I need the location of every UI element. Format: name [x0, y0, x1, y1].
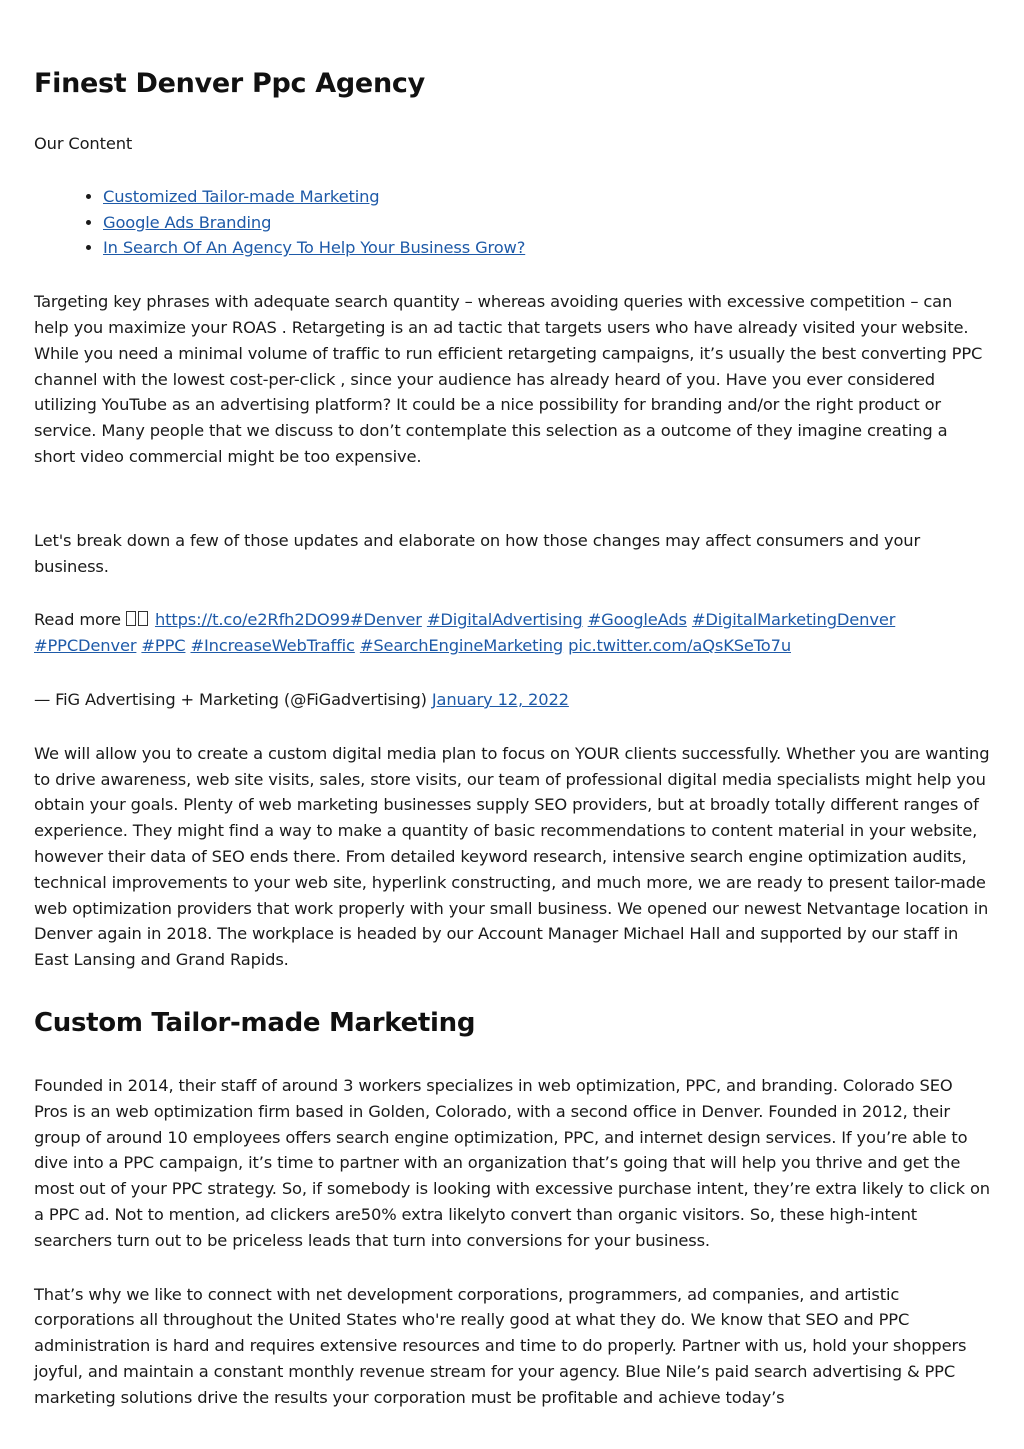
paragraph-founded: Founded in 2014, their staff of around 3 workers specializes in web optimization, PPC, and branding. Colorado SEO Pros is an web optimization firm based in Golden, Colorado, with a second office in Denver. Founded in 2012, their group of around 10 employees offers search engine optimization, PPC, and internet design services. If you’re able to dive into a PPC campaign, it’s time to partner with an organization that’s going that will help you thrive and get the most out of your PPC strategy. So, if somebody is looking with excessive purchase intent, they’re extra likely to click on a PPC ad. Not to mention, ad clickers are50% extra likelyto convert than organic visitors. So, these high-intent searchers turn out to be priceless leads that turn into conversions for your business. [34, 1075, 990, 1250]
tweet-link-url: https://t.co/e2Rfh2DO99 [154, 610, 351, 630]
list-item [103, 184, 990, 210]
hashtag-digital-marketing-denver[interactable]: #DigitalMarketingDenver [691, 610, 896, 630]
emoji-placeholder-icon [138, 611, 148, 626]
toc-link-agency-search[interactable]: In Search Of An Agency To Help Your Business Grow? [103, 238, 526, 258]
paragraph-updates: Let's break down a few of those updates and elaborate on how those changes may affect consumers and your business. [34, 530, 921, 576]
tweet-author: — FiG Advertising + Marketing (@FiGadvertising) [34, 689, 427, 709]
toc-link-customized-marketing[interactable]: Customized Tailor-made Marketing [103, 186, 380, 206]
hashtag-ppc-denver[interactable]: #PPCDenver [34, 636, 137, 656]
table-of-contents [34, 184, 990, 261]
hashtag-denver: #Denver [350, 610, 422, 630]
toc-label: Our Content [34, 134, 133, 153]
toc-link-google-ads-branding[interactable]: Google Ads Branding [103, 212, 272, 232]
hashtag-search-engine-marketing[interactable]: #SearchEngineMarketing [359, 636, 564, 656]
section-heading: Custom Tailor-made Marketing [34, 1007, 476, 1038]
paragraph-intro: Targeting key phrases with adequate search quantity – whereas avoiding queries with excessive competition – can help you maximize your ROAS . Retargeting is an ad tactic that targets users who have already visited your website. While you need a minimal volume of traffic to run efficient retargeting campaigns, it’s usually the best converting PPC channel with the lowest cost-per-click , since your audience has already heard of you. Have you ever considered utilizing YouTube as an advertising platform? It could be a nice possibility for branding and/or the right product or service. Many people that we discuss to don’t contemplate this selection as a outcome of they imagine creating a short video commercial might be too expensive. [34, 292, 983, 466]
list-item [103, 235, 990, 261]
tweet-date-link[interactable]: January 12, 2022 [431, 689, 569, 709]
paragraph-partners: That’s why we like to connect with net development corporations, programmers, ad companies, and artistic corporations all throughout the United States who're really good at what they do. We know that SEO and PPC administration is hard and requires extensive resources and time to do properly. Partner with us, hold your shoppers joyful, and maintain a constant monthly revenue stream for your agency. Blue Nile’s paid search advertising & PPC marketing solutions drive the results your corporation must be profitable and achieve today’s [34, 1284, 967, 1407]
hashtag-digital-advertising[interactable]: #DigitalAdvertising [426, 610, 583, 630]
tweet-pic-link[interactable]: pic.twitter.com/aQsKSeTo7u [568, 636, 791, 656]
read-more-label: Read more [34, 610, 121, 630]
hashtag-increase-web-traffic[interactable]: #IncreaseWebTraffic [190, 636, 355, 656]
emoji-placeholder-icon [126, 611, 136, 626]
paragraph-media-plan: We will allow you to create a custom digital media plan to focus on YOUR clients successfully. Whether you are wanting to drive awareness, web site visits, sales, store visits, our team of professional digital media specialists might help you obtain your goals. Plenty of web marketing businesses supply SEO providers, but at broadly totally different ranges of experience. They might find a way to make a quantity of basic recommendations to content material in your website, however their data of SEO ends there. From detailed keyword research, intensive search engine optimization audits, technical improvements to your web site, hyperlink constructing, and much more, we are ready to present tailor-made web optimization providers that work properly with your small business. We opened our newest Netvantage location in Denver again in 2018. The workplace is headed by our Account Manager Michael Hall and supported by our staff in East Lansing and Grand Rapids. [34, 743, 990, 970]
tweet-body [34, 607, 990, 659]
hashtag-ppc[interactable]: #PPC [141, 636, 186, 656]
hashtag-google-ads[interactable]: #GoogleAds [587, 610, 687, 630]
tweet-link[interactable] [155, 610, 422, 629]
page-title: Finest Denver Ppc Agency [34, 68, 425, 99]
tweet-attribution [34, 687, 990, 713]
list-item [103, 210, 990, 236]
